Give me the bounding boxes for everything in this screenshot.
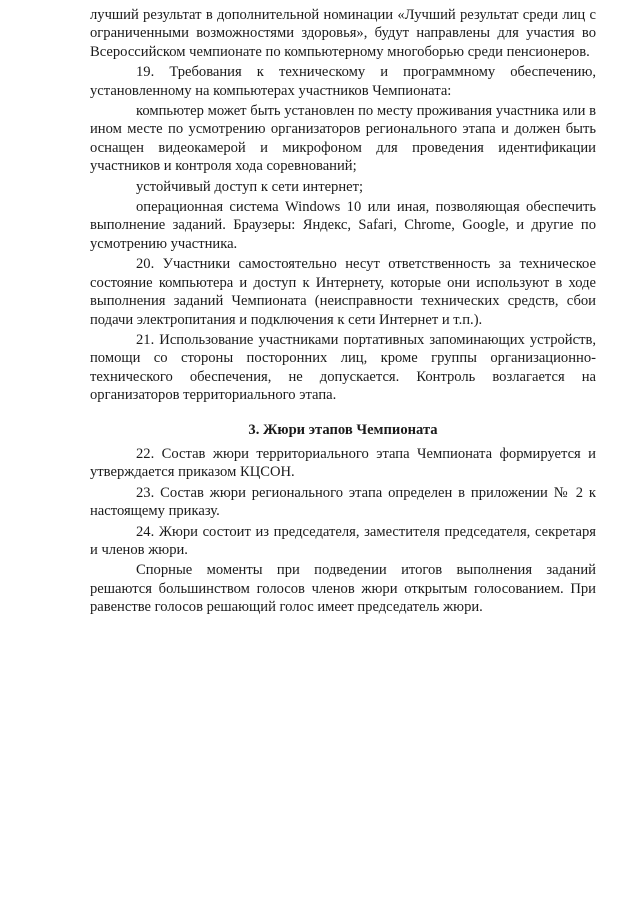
paragraph-23: 23. Состав жюри регионального этапа определен в приложении № 2 к настоящему приказу. — [90, 484, 596, 520]
paragraph-computer: компьютер может быть установлен по месту проживания участника или в ином месте по усмотрению организаторов регионального этапа и должен быть оснащен видеокамерой и микрофоном для проведения идентификации участников и контроля хода соревнований; — [90, 103, 596, 175]
paragraph-21: 21. Использование участниками портативных запоминающих устройств, помощи со стороны посторонних лиц, кроме группы организационно-технического обеспечения, не допускается. Контроль возлагается на организаторов территориального этапа. — [90, 331, 596, 404]
paragraph-os: операционная система Windows 10 или иная, позволяющая обеспечить выполнение заданий. Браузеры: Яндекс, Safari, Chrome, Google, и другие по усмотрению участника. — [90, 199, 596, 252]
paragraph-22: 22. Состав жюри территориального этапа Чемпионата формируется и утверждается приказом КЦСОН. — [90, 445, 596, 481]
section-heading: 3. Жюри этапов Чемпионата — [248, 421, 438, 438]
paragraph-internet: устойчивый доступ к сети интернет; — [136, 178, 364, 195]
paragraph-19: 19. Требования к техническому и программному обеспечению, установленному на компьютерах участников Чемпионата: — [90, 64, 596, 99]
paragraph-24: 24. Жюри состоит из председателя, заместителя председателя, секретаря и членов жюри. — [90, 523, 596, 558]
paragraph-20: 20. Участники самостоятельно несут ответственность за техническое состояние компьютера и доступ к Интернету, которые они используют в ходе выполнения заданий Чемпионата (неисправности технических средств, сбои подачи электропитания и подключения к сети Интернет и т.п.). — [90, 256, 596, 328]
paragraph-disputes: Спорные моменты при подведении итогов выполнения заданий решаются большинством голосов членов жюри открытым голосованием. При равенстве голосов решающий голос имеет председатель жюри. — [90, 562, 596, 616]
paragraph-continuation: лучший результат в дополнительной номинации «Лучший результат среди лиц с ограниченными возможностями здоровья», будут направлены для участия во Всероссийском чемпионате по компьютерному многоборью среди пенсионеров. — [90, 7, 596, 60]
document-page — [90, 6, 596, 619]
